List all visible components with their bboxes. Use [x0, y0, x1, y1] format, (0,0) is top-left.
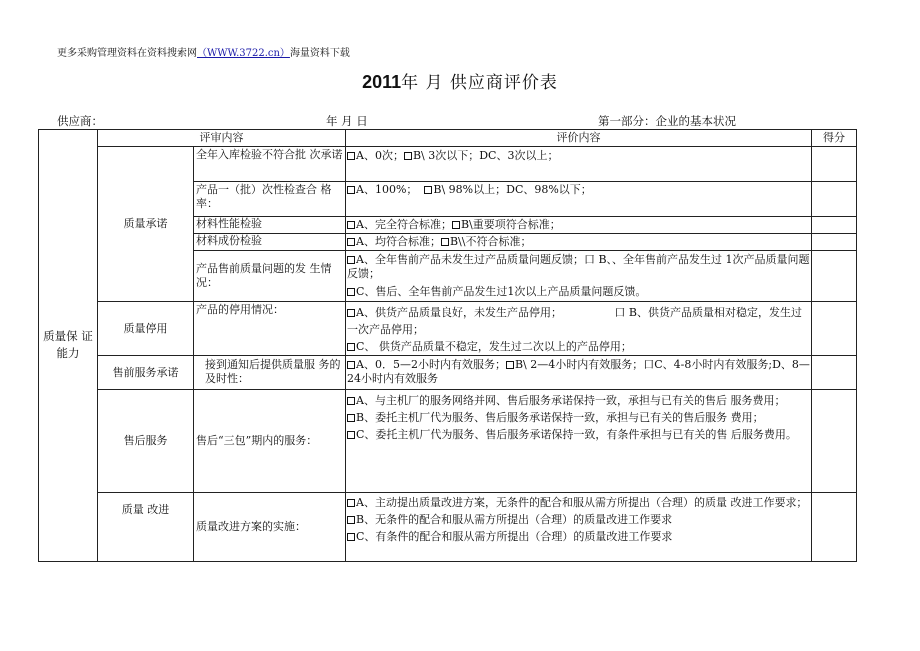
checkbox-icon[interactable]	[347, 221, 355, 229]
option-block: A、0．5—2小时内有效服务； B\ 2—4小时内有效服务；口C、4-8小时内有效服务;D、8—24小时内有效服务	[347, 358, 810, 385]
checkbox-icon[interactable]	[347, 343, 355, 351]
header-suffix: 海量资料下载	[289, 48, 350, 59]
col-header-review-content: 评审内容	[199, 131, 244, 144]
item-label: 产品一（批）次性检查合 格率：	[196, 183, 332, 210]
item-label: 售后“三包”期内的服务：	[196, 434, 318, 447]
option-line: B、无条件的配合和服从需方所提出（合理）的质量改进工作要求	[347, 511, 810, 528]
option-line: C、委托主机厂代为服务、售后服务承诺保持一致，有条件承担与已有关的售 后服务费用。	[347, 426, 810, 443]
checkbox-icon[interactable]	[347, 499, 355, 507]
checkbox-icon[interactable]	[347, 397, 355, 405]
score-cell[interactable]	[812, 302, 856, 355]
option-block	[347, 494, 810, 561]
checkbox-icon[interactable]	[347, 361, 355, 369]
title-rest: 年 月 供应商评价表	[401, 73, 558, 93]
supplier-label: 供应商：	[57, 114, 103, 128]
section-label: 第一部分：企业的基本状况	[598, 114, 736, 128]
option-line: C、售后、全年售前产品发生过1次以上产品质量问题反馈。	[347, 285, 810, 299]
option-row: A、完全符合标准； B\重要项符合标准；	[347, 218, 810, 233]
item-label: 全年入库检验不符合批 次承诺	[196, 148, 343, 161]
checkbox-icon[interactable]	[347, 288, 355, 296]
option-block	[347, 304, 810, 355]
checkbox-icon[interactable]	[347, 238, 355, 246]
option-line: B、委托主机厂代为服务、售后服务承诺保持一致，承担与已有关的售后服务 费用；	[347, 409, 810, 426]
item-label: 产品的停用情况：	[196, 303, 284, 316]
checkbox-icon[interactable]	[347, 256, 355, 264]
date-label: 年 月 日	[326, 114, 368, 128]
category-aftersale-service: 售后服务	[123, 434, 168, 447]
category-presale-service: 售前服务承诺	[112, 365, 179, 379]
category-quality-suspension: 质量停用	[123, 321, 168, 335]
item-label: 材料成份检验	[196, 234, 262, 247]
option-line: A、主动提出质量改进方案，无条件的配合和服从需方所提出（合理）的质量 改进工作要求；	[347, 494, 810, 511]
item-label: 材料性能检验	[196, 217, 262, 230]
checkbox-icon[interactable]	[347, 186, 355, 194]
source-header	[57, 44, 350, 59]
score-cell[interactable]	[812, 251, 856, 301]
category-quality-improvement: 质量 改进	[121, 503, 170, 516]
option-row: A、0次； B\ 3次以下；DC、3次以上；	[347, 149, 810, 165]
main-category: 质量保 证能力	[43, 329, 93, 360]
item-label: 产品售前质量问题的发 生情况：	[196, 262, 332, 289]
score-cell[interactable]	[812, 217, 856, 233]
checkbox-icon[interactable]	[347, 516, 355, 524]
option-line: C、 供货产品质量不稳定，发生过二次以上的产品停用；	[347, 338, 810, 355]
option-line: A、与主机厂的服务网络并网、售后服务承诺保持一致，承担与已有关的售后 服务费用；	[347, 392, 810, 409]
option-row: A、100%； B\ 98%以上；DC、98%以下；	[347, 183, 810, 199]
checkbox-icon[interactable]	[424, 186, 432, 194]
title-year: 2011	[362, 72, 402, 92]
checkbox-icon[interactable]	[452, 221, 460, 229]
col-header-evaluation-content: 评价内容	[556, 131, 601, 144]
category-quality-commitment: 质量承诺	[123, 217, 168, 230]
checkbox-icon[interactable]	[404, 152, 412, 160]
checkbox-icon[interactable]	[347, 431, 355, 439]
col-header-score: 得分	[823, 131, 845, 144]
checkbox-icon[interactable]	[347, 533, 355, 541]
header-link[interactable]: （WWW.3722.cn）	[197, 48, 290, 59]
option-block	[347, 392, 810, 492]
item-label: 质量改进方案的实施：	[196, 520, 306, 533]
option-row: A、均符合标准； B\\不符合标准；	[347, 235, 810, 250]
header-prefix: 更多采购管理资料在资料搜索网	[57, 48, 197, 59]
score-cell[interactable]	[812, 234, 856, 250]
page-title	[0, 68, 920, 93]
score-cell[interactable]	[812, 356, 856, 389]
checkbox-icon[interactable]	[347, 414, 355, 422]
score-cell[interactable]	[812, 493, 856, 561]
option-line: A、供货产品质量良好，未发生产品停用； 口 B、供货产品质量相对稳定，发生过一次产品停用；	[347, 306, 802, 336]
score-cell[interactable]	[812, 182, 856, 216]
option-line: A、全年售前产品未发生过产品质量问题反馈；口 B、、全年售前产品发生过 1次产品质量问题反馈；	[347, 253, 810, 280]
checkbox-icon[interactable]	[347, 309, 355, 317]
option-block	[347, 253, 810, 301]
score-cell[interactable]	[812, 390, 856, 492]
checkbox-icon[interactable]	[441, 238, 449, 246]
item-label: 接到通知后提供质量服 务的及时性：	[205, 358, 341, 385]
checkbox-icon[interactable]	[347, 152, 355, 160]
option-line: C、有条件的配合和服从需方所提出（合理）的质量改进工作要求	[347, 528, 810, 545]
checkbox-icon[interactable]	[506, 361, 514, 369]
score-cell[interactable]	[812, 147, 856, 181]
